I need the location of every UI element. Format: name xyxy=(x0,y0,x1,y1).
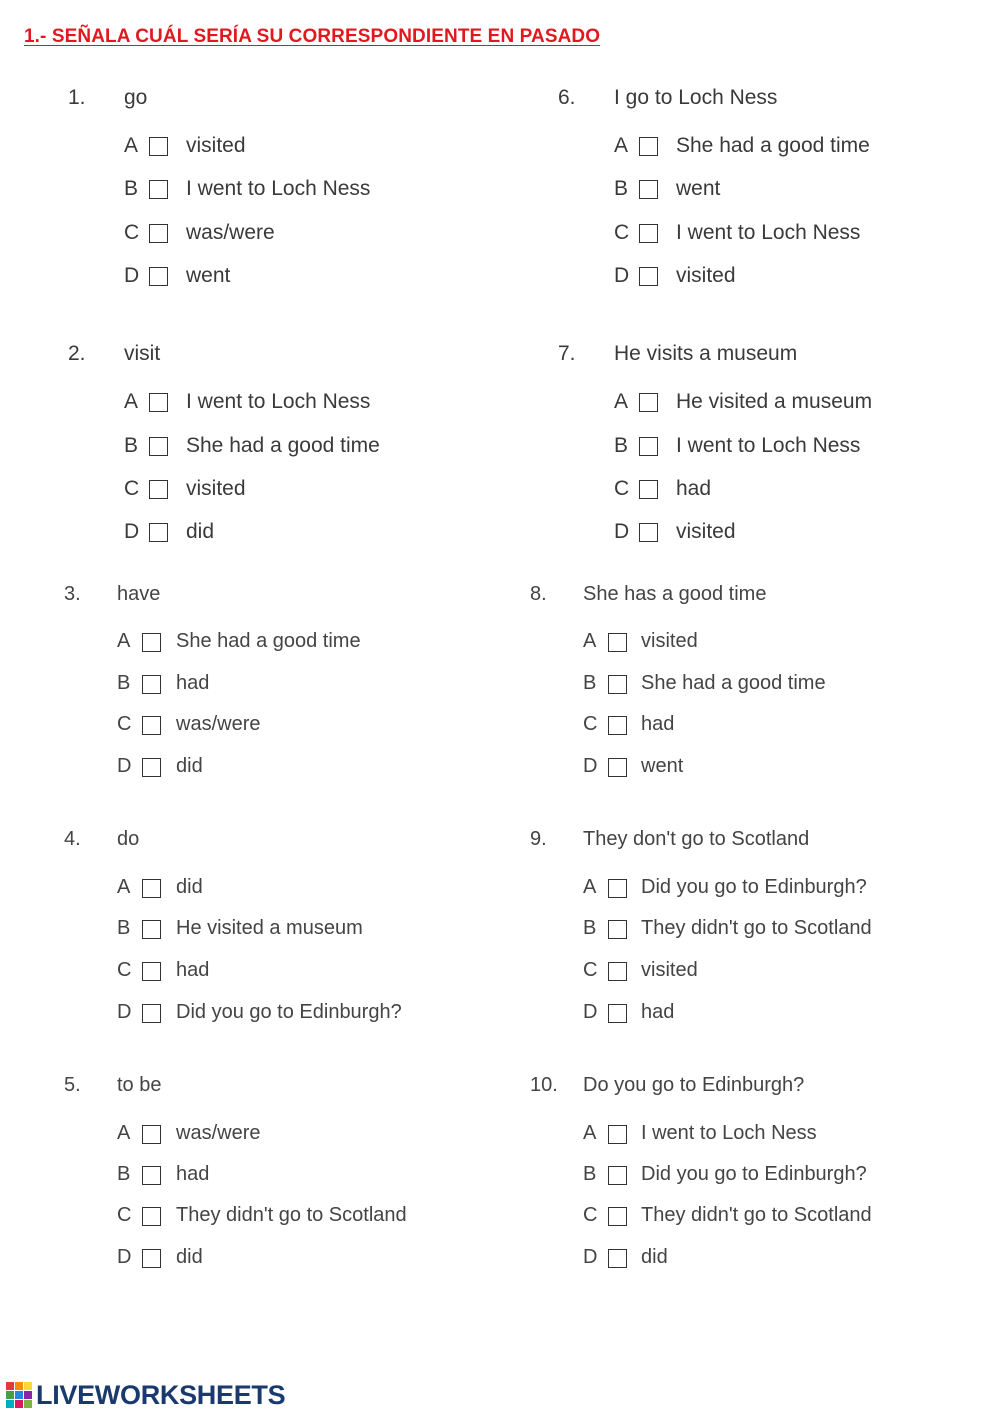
checkbox[interactable] xyxy=(142,1207,161,1226)
checkbox[interactable] xyxy=(608,1004,627,1023)
question-stem: to be xyxy=(117,1074,162,1096)
checkbox[interactable] xyxy=(608,1207,627,1226)
checkbox[interactable] xyxy=(149,393,168,412)
checkbox[interactable] xyxy=(149,180,168,199)
question-number: 2. xyxy=(68,342,86,365)
checkbox[interactable] xyxy=(149,437,168,456)
checkbox[interactable] xyxy=(639,437,658,456)
checkbox[interactable] xyxy=(639,267,658,286)
question-number: 4. xyxy=(64,828,81,850)
question-stem: She has a good time xyxy=(583,583,767,605)
checkbox[interactable] xyxy=(608,1249,627,1268)
checkbox[interactable] xyxy=(639,224,658,243)
checkbox[interactable] xyxy=(608,1166,627,1185)
question-stem: I go to Loch Ness xyxy=(614,86,778,109)
checkbox[interactable] xyxy=(639,137,658,156)
checkbox[interactable] xyxy=(149,267,168,286)
footer-brand xyxy=(6,1379,285,1411)
liveworksheets-logo-icon xyxy=(6,1382,32,1408)
checkbox[interactable] xyxy=(608,879,627,898)
checkbox[interactable] xyxy=(142,675,161,694)
question-number: 9. xyxy=(530,828,547,850)
checkbox[interactable] xyxy=(142,1249,161,1268)
question-stem: visit xyxy=(124,342,161,365)
checkbox[interactable] xyxy=(608,633,627,652)
checkbox[interactable] xyxy=(142,962,161,981)
checkbox[interactable] xyxy=(608,758,627,777)
checkbox[interactable] xyxy=(639,480,658,499)
checkbox[interactable] xyxy=(142,879,161,898)
page-title: 1.- SEÑALA CUÁL SERÍA SU CORRESPONDIENTE EN PASADO xyxy=(24,26,601,47)
checkbox[interactable] xyxy=(142,920,161,939)
question-stem: They don't go to Scotland xyxy=(583,828,810,850)
checkbox[interactable] xyxy=(149,480,168,499)
checkbox[interactable] xyxy=(149,137,168,156)
brand-name: LIVEWORKSHEETS xyxy=(36,1379,286,1410)
checkbox[interactable] xyxy=(142,633,161,652)
question-number: 10. xyxy=(530,1074,558,1096)
checkbox[interactable] xyxy=(142,758,161,777)
checkbox[interactable] xyxy=(149,224,168,243)
checkbox[interactable] xyxy=(639,393,658,412)
checkbox[interactable] xyxy=(142,1004,161,1023)
question-number: 3. xyxy=(64,583,81,605)
checkbox[interactable] xyxy=(142,1166,161,1185)
checkbox[interactable] xyxy=(142,1125,161,1144)
question-number: 8. xyxy=(530,583,547,605)
question-number: 7. xyxy=(558,342,576,365)
checkbox[interactable] xyxy=(639,523,658,542)
checkbox[interactable] xyxy=(608,920,627,939)
question-stem: go xyxy=(124,86,148,109)
question-number: 1. xyxy=(68,86,86,109)
checkbox[interactable] xyxy=(608,716,627,735)
question-number: 6. xyxy=(558,86,576,109)
checkbox[interactable] xyxy=(149,523,168,542)
question-stem: He visits a museum xyxy=(614,342,798,365)
checkbox[interactable] xyxy=(608,1125,627,1144)
question-stem: have xyxy=(117,583,161,605)
checkbox[interactable] xyxy=(608,962,627,981)
checkbox[interactable] xyxy=(142,716,161,735)
question-stem: Do you go to Edinburgh? xyxy=(583,1074,805,1096)
checkbox[interactable] xyxy=(608,675,627,694)
question-number: 5. xyxy=(64,1074,81,1096)
question-stem: do xyxy=(117,828,140,850)
checkbox[interactable] xyxy=(639,180,658,199)
